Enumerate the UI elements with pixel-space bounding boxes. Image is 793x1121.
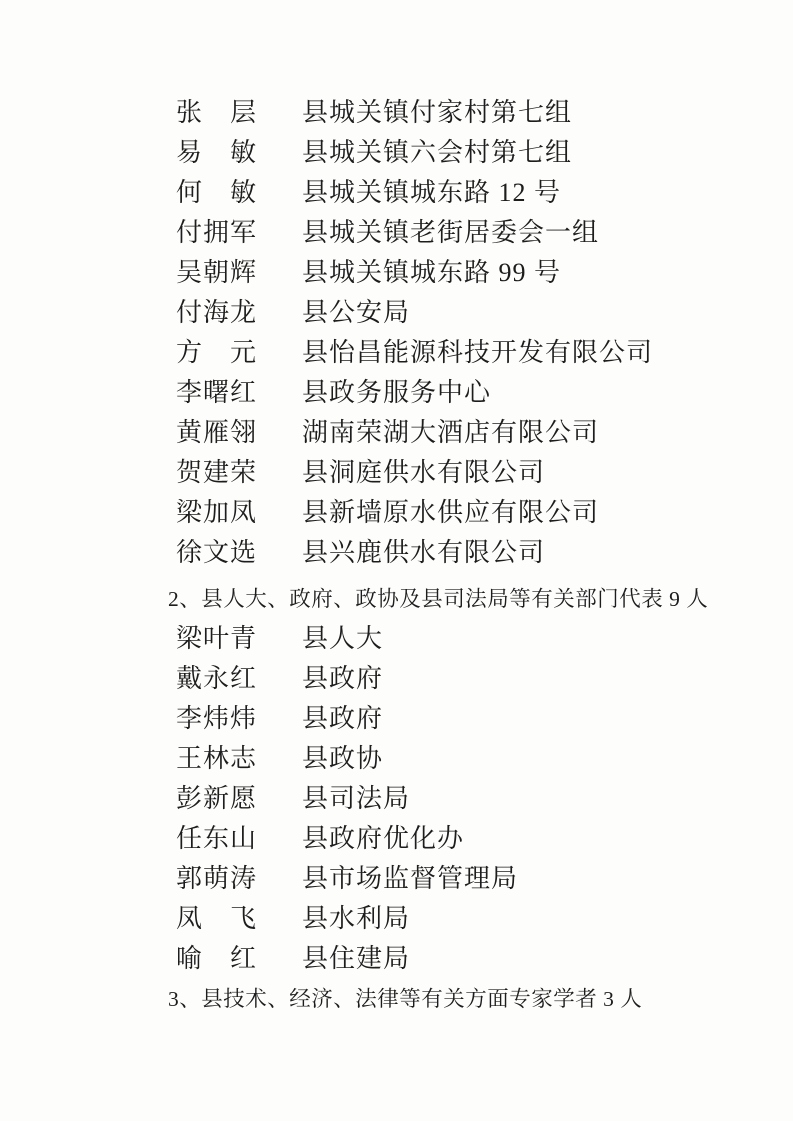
member-row [168, 253, 763, 293]
member-name: 凤 飞 [176, 904, 258, 933]
member-row [168, 779, 763, 819]
member-name: 李曙红 [176, 378, 258, 407]
member-org: 县城关镇老街居委会一组 [302, 218, 600, 247]
member-org: 县政府 [302, 704, 384, 733]
member-row [168, 939, 763, 979]
member-name: 郭萌涛 [176, 864, 258, 893]
member-name: 李炜炜 [176, 704, 258, 733]
member-name: 付拥军 [176, 218, 258, 247]
member-org: 县公安局 [302, 298, 411, 327]
member-name: 贺建荣 [176, 458, 258, 487]
member-org: 县政务服务中心 [302, 378, 492, 407]
member-org: 县城关镇城东路 99 号 [302, 258, 562, 287]
member-name: 黄雁翎 [176, 418, 258, 447]
member-name: 方 元 [176, 338, 258, 367]
member-row [168, 739, 763, 779]
member-row [168, 619, 763, 659]
member-row [168, 93, 763, 133]
member-name: 徐文选 [176, 538, 258, 567]
member-name: 彭新愿 [176, 784, 258, 813]
member-row [168, 373, 763, 413]
member-row [168, 493, 763, 533]
member-name: 易 敏 [176, 138, 258, 167]
member-org: 县新墙原水供应有限公司 [302, 498, 600, 527]
member-row [168, 899, 763, 939]
member-org: 县政府优化办 [302, 824, 465, 853]
section3-heading: 3、县技术、经济、法律等有关方面专家学者 3 人 [168, 987, 643, 1011]
member-org: 县兴鹿供水有限公司 [302, 538, 546, 567]
member-org: 县住建局 [302, 944, 411, 973]
member-org: 县城关镇付家村第七组 [302, 98, 573, 127]
member-row [168, 859, 763, 899]
member-org: 县政协 [302, 744, 384, 773]
member-name: 吴朝辉 [176, 258, 258, 287]
member-row [168, 699, 763, 739]
member-row [168, 213, 763, 253]
member-org: 县司法局 [302, 784, 411, 813]
member-org: 湖南荣湖大酒店有限公司 [302, 418, 600, 447]
member-row [168, 133, 763, 173]
member-row [168, 413, 763, 453]
member-row [168, 453, 763, 493]
section2-heading: 2、县人大、政府、政协及县司法局等有关部门代表 9 人 [168, 587, 709, 611]
member-row [168, 533, 763, 573]
member-name: 任东山 [176, 824, 258, 853]
section2-member-list [168, 619, 763, 979]
member-org: 县怡昌能源科技开发有限公司 [302, 338, 654, 367]
member-org: 县洞庭供水有限公司 [302, 458, 546, 487]
section1-member-list [168, 93, 763, 573]
member-org: 县城关镇城东路 12 号 [302, 178, 562, 207]
member-row [168, 173, 763, 213]
member-org: 县城关镇六会村第七组 [302, 138, 573, 167]
member-row [168, 333, 763, 373]
member-row [168, 819, 763, 859]
member-name: 王林志 [176, 744, 258, 773]
member-name: 付海龙 [176, 298, 258, 327]
member-name: 喻 红 [176, 944, 258, 973]
member-row [168, 659, 763, 699]
member-org: 县市场监督管理局 [302, 864, 519, 893]
member-org: 县人大 [302, 624, 384, 653]
member-name: 戴永红 [176, 664, 258, 693]
member-name: 梁叶青 [176, 624, 258, 653]
member-name: 何 敏 [176, 178, 258, 207]
member-name: 张 层 [176, 98, 258, 127]
member-name: 梁加凤 [176, 498, 258, 527]
member-row [168, 293, 763, 333]
member-org: 县政府 [302, 664, 384, 693]
member-org: 县水利局 [302, 904, 411, 933]
